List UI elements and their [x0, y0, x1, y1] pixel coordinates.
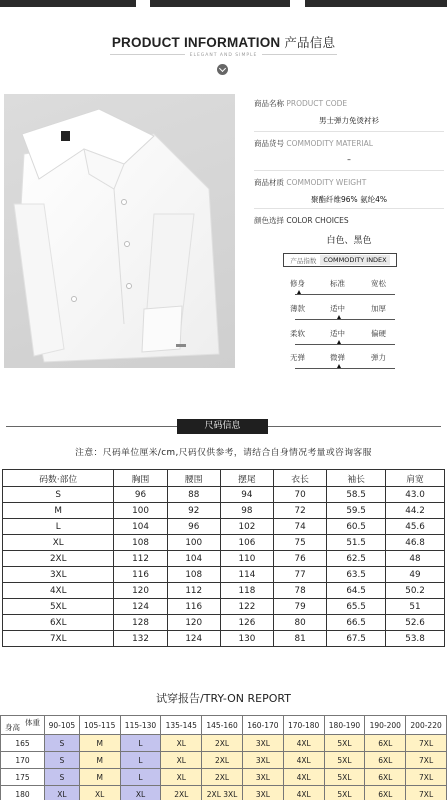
- size-cell: 43.0: [386, 487, 445, 503]
- weight-header-cell: 90-105: [45, 716, 80, 735]
- size-cell: 5XL: [3, 599, 114, 615]
- tryon-table: [0, 715, 447, 800]
- size-header-cell: 摆尾: [220, 470, 273, 487]
- index-option: 柔软: [290, 329, 305, 338]
- index-scale-line: [295, 319, 395, 320]
- tryon-size-cell: S: [45, 769, 80, 786]
- weight-header-cell: 190-200: [365, 716, 406, 735]
- section-subtitle: ELEGANT AND SIMPLE: [189, 53, 258, 58]
- size-cell: 60.5: [327, 519, 386, 535]
- product-no-value: –: [347, 155, 351, 164]
- index-marker-icon: [297, 290, 301, 294]
- size-cell: 74: [274, 519, 327, 535]
- size-cell: 59.5: [327, 503, 386, 519]
- size-cell: 70: [274, 487, 327, 503]
- tryon-size-cell: 2XL: [202, 735, 243, 752]
- size-table: [2, 469, 445, 647]
- index-scale-line: [295, 344, 395, 345]
- tryon-size-cell: 7XL: [406, 786, 447, 800]
- size-cell: M: [3, 503, 114, 519]
- weight-header-cell: 115-130: [120, 716, 161, 735]
- size-cell: 7XL: [3, 631, 114, 647]
- size-cell: 50.2: [386, 583, 445, 599]
- tryon-size-cell: 6XL: [365, 735, 406, 752]
- title-cn: 产品信息: [284, 36, 336, 50]
- size-cell: 110: [220, 551, 273, 567]
- index-option: 标准: [330, 279, 345, 288]
- size-cell: 62.5: [327, 551, 386, 567]
- divider: [254, 131, 444, 132]
- tryon-size-cell: L: [120, 735, 161, 752]
- size-row: [3, 615, 445, 631]
- height-cell: 180: [1, 786, 45, 800]
- size-cell: 130: [220, 631, 273, 647]
- size-header-cell: 腰围: [167, 470, 220, 487]
- tryon-size-cell: 4XL: [283, 752, 324, 769]
- tryon-size-cell: 5XL: [324, 735, 365, 752]
- tryon-size-cell: XL: [45, 786, 80, 800]
- height-cell: 175: [1, 769, 45, 786]
- product-name: 男士弹力免烫衬衫: [319, 116, 379, 125]
- size-cell: 100: [167, 535, 220, 551]
- size-cell: 76: [274, 551, 327, 567]
- tryon-size-cell: 3XL: [242, 786, 283, 800]
- divider: [262, 54, 337, 55]
- size-cell: 4XL: [3, 583, 114, 599]
- size-cell: 51: [386, 599, 445, 615]
- index-option: 适中: [330, 329, 345, 338]
- attr-product-no: 商品货号 COMMODITY MATERIAL: [254, 139, 373, 148]
- tryon-size-cell: M: [79, 735, 120, 752]
- size-cell: 72: [274, 503, 327, 519]
- size-header-cell: 肩宽: [386, 470, 445, 487]
- tryon-size-cell: 4XL: [283, 735, 324, 752]
- size-header-cell: 胸围: [114, 470, 167, 487]
- size-cell: 118: [220, 583, 273, 599]
- attr-product-code: 商品名称 PRODUCT CODE: [254, 99, 348, 108]
- size-row: [3, 519, 445, 535]
- size-cell: 88: [167, 487, 220, 503]
- size-info-title: 尺码信息: [177, 419, 268, 434]
- tryon-size-cell: 3XL: [242, 752, 283, 769]
- size-cell: 104: [114, 519, 167, 535]
- tryon-row: [1, 769, 447, 786]
- tryon-size-cell: 2XL: [161, 786, 202, 800]
- size-cell: 75: [274, 535, 327, 551]
- weight-header-cell: 180-190: [324, 716, 365, 735]
- top-decor-bar: [150, 0, 290, 7]
- tryon-size-cell: XL: [161, 735, 202, 752]
- index-option: 薄款: [290, 304, 305, 313]
- tryon-size-cell: M: [79, 752, 120, 769]
- size-header-cell: 码数·部位: [3, 470, 114, 487]
- tryon-size-cell: XL: [161, 752, 202, 769]
- size-cell: 3XL: [3, 567, 114, 583]
- tryon-size-cell: 6XL: [365, 752, 406, 769]
- size-cell: 120: [114, 583, 167, 599]
- size-cell: 64.5: [327, 583, 386, 599]
- divider: [254, 208, 444, 209]
- size-cell: 132: [114, 631, 167, 647]
- weight-header-cell: 105-115: [79, 716, 120, 735]
- divider: [6, 426, 177, 427]
- size-cell: 122: [220, 599, 273, 615]
- index-option: 偏硬: [371, 329, 386, 338]
- weight-header-cell: 200-220: [406, 716, 447, 735]
- size-cell: 124: [114, 599, 167, 615]
- size-cell: 94: [220, 487, 273, 503]
- size-cell: 112: [114, 551, 167, 567]
- index-scale-line: [295, 368, 395, 369]
- tryon-size-cell: 5XL: [324, 786, 365, 800]
- size-cell: 116: [167, 599, 220, 615]
- tryon-size-cell: L: [120, 769, 161, 786]
- tryon-size-cell: 2XL 3XL: [202, 786, 243, 800]
- size-cell: 98: [220, 503, 273, 519]
- size-table-header: [3, 470, 445, 487]
- size-cell: 65.5: [327, 599, 386, 615]
- tryon-size-cell: 2XL: [202, 752, 243, 769]
- attr-color: 颜色选择 COLOR CHOICES: [254, 216, 349, 225]
- tryon-size-cell: 3XL: [242, 735, 283, 752]
- tryon-size-cell: S: [45, 735, 80, 752]
- size-cell: S: [3, 487, 114, 503]
- tryon-size-cell: 7XL: [406, 769, 447, 786]
- tryon-size-cell: 3XL: [242, 769, 283, 786]
- divider: [110, 54, 185, 55]
- product-info-header: [0, 33, 447, 58]
- size-cell: 80: [274, 615, 327, 631]
- size-cell: XL: [3, 535, 114, 551]
- size-cell: 102: [220, 519, 273, 535]
- size-cell: 106: [220, 535, 273, 551]
- tryon-size-cell: 4XL: [283, 769, 324, 786]
- size-cell: 112: [167, 583, 220, 599]
- tryon-size-cell: 5XL: [324, 752, 365, 769]
- commodity-index-label: 产品指数 COMMODITY INDEX: [283, 253, 397, 267]
- tryon-size-cell: 2XL: [202, 769, 243, 786]
- size-cell: 53.8: [386, 631, 445, 647]
- size-cell: 92: [167, 503, 220, 519]
- tryon-size-cell: XL: [161, 769, 202, 786]
- size-cell: 108: [114, 535, 167, 551]
- size-cell: 78: [274, 583, 327, 599]
- tryon-size-cell: M: [79, 769, 120, 786]
- index-marker-icon: [337, 364, 341, 368]
- tryon-size-cell: 5XL: [324, 769, 365, 786]
- tryon-size-cell: XL: [120, 786, 161, 800]
- divider: [268, 426, 441, 427]
- size-cell: 51.5: [327, 535, 386, 551]
- index-option: 加厚: [371, 304, 386, 313]
- size-cell: 49: [386, 567, 445, 583]
- tryon-table-header: [1, 716, 447, 735]
- size-cell: 66.5: [327, 615, 386, 631]
- index-option: 适中: [330, 304, 345, 313]
- color-value: 白色、黑色: [326, 236, 372, 246]
- tryon-size-cell: 7XL: [406, 752, 447, 769]
- size-cell: 58.5: [327, 487, 386, 503]
- size-cell: 48: [386, 551, 445, 567]
- size-cell: 116: [114, 567, 167, 583]
- tryon-size-cell: 6XL: [365, 786, 406, 800]
- attr-material: 商品材质 COMMODITY WEIGHT: [254, 178, 367, 187]
- size-row: [3, 583, 445, 599]
- weight-header-cell: 170-180: [283, 716, 324, 735]
- size-row: [3, 599, 445, 615]
- tryon-title: 试穿报告/TRY-ON REPORT: [156, 692, 291, 705]
- index-scale-line: [295, 294, 395, 295]
- index-marker-icon: [337, 315, 341, 319]
- tryon-row: [1, 752, 447, 769]
- size-cell: 81: [274, 631, 327, 647]
- size-cell: 120: [167, 615, 220, 631]
- size-cell: 96: [167, 519, 220, 535]
- height-cell: 170: [1, 752, 45, 769]
- size-cell: 100: [114, 503, 167, 519]
- index-option: 弹力: [371, 353, 386, 362]
- height-cell: 165: [1, 735, 45, 752]
- size-row: [3, 535, 445, 551]
- tryon-size-cell: 4XL: [283, 786, 324, 800]
- index-marker-icon: [337, 340, 341, 344]
- shirt-image: [4, 94, 235, 368]
- size-header-cell: 衣长: [274, 470, 327, 487]
- top-decor-bar: [0, 0, 136, 7]
- title-en: PRODUCT INFORMATION: [111, 35, 281, 50]
- weight-header-cell: 145-160: [202, 716, 243, 735]
- size-cell: 124: [167, 631, 220, 647]
- corner-cell: 体重 身高: [1, 716, 45, 735]
- tryon-size-cell: 6XL: [365, 769, 406, 786]
- size-row: [3, 567, 445, 583]
- size-cell: 126: [220, 615, 273, 631]
- size-cell: 67.5: [327, 631, 386, 647]
- weight-header-cell: 135-145: [161, 716, 202, 735]
- size-cell: 46.8: [386, 535, 445, 551]
- index-option: 微弹: [330, 353, 345, 362]
- index-option: 宽松: [371, 279, 386, 288]
- size-row: [3, 551, 445, 567]
- tryon-row: [1, 786, 447, 800]
- tryon-size-cell: XL: [79, 786, 120, 800]
- size-row: [3, 631, 445, 647]
- size-row: [3, 503, 445, 519]
- size-cell: 77: [274, 567, 327, 583]
- material-value: 聚酯纤维96% 氨纶4%: [311, 195, 387, 204]
- size-cell: 128: [114, 615, 167, 631]
- size-cell: 2XL: [3, 551, 114, 567]
- size-cell: 114: [220, 567, 273, 583]
- divider: [254, 170, 444, 171]
- tryon-size-cell: L: [120, 752, 161, 769]
- size-cell: 63.5: [327, 567, 386, 583]
- size-cell: 44.2: [386, 503, 445, 519]
- index-option: 无弹: [290, 353, 305, 362]
- size-cell: 6XL: [3, 615, 114, 631]
- size-cell: L: [3, 519, 114, 535]
- size-cell: 104: [167, 551, 220, 567]
- tryon-row: [1, 735, 447, 752]
- size-cell: 108: [167, 567, 220, 583]
- size-cell: 79: [274, 599, 327, 615]
- index-option: 修身: [290, 279, 305, 288]
- weight-header-cell: 160-170: [242, 716, 283, 735]
- size-cell: 45.6: [386, 519, 445, 535]
- chevron-down-icon: [217, 64, 228, 75]
- product-photo: [4, 94, 235, 368]
- top-decor-bar: [305, 0, 447, 7]
- section-title: [0, 33, 447, 51]
- size-header-cell: 袖长: [327, 470, 386, 487]
- size-cell: 52.6: [386, 615, 445, 631]
- size-note: 注意：尺码单位厘米/cm,尺码仅供参考，请结合自身情况考量或咨询客服: [75, 448, 372, 458]
- tryon-size-cell: S: [45, 752, 80, 769]
- tryon-size-cell: 7XL: [406, 735, 447, 752]
- size-cell: 96: [114, 487, 167, 503]
- size-row: [3, 487, 445, 503]
